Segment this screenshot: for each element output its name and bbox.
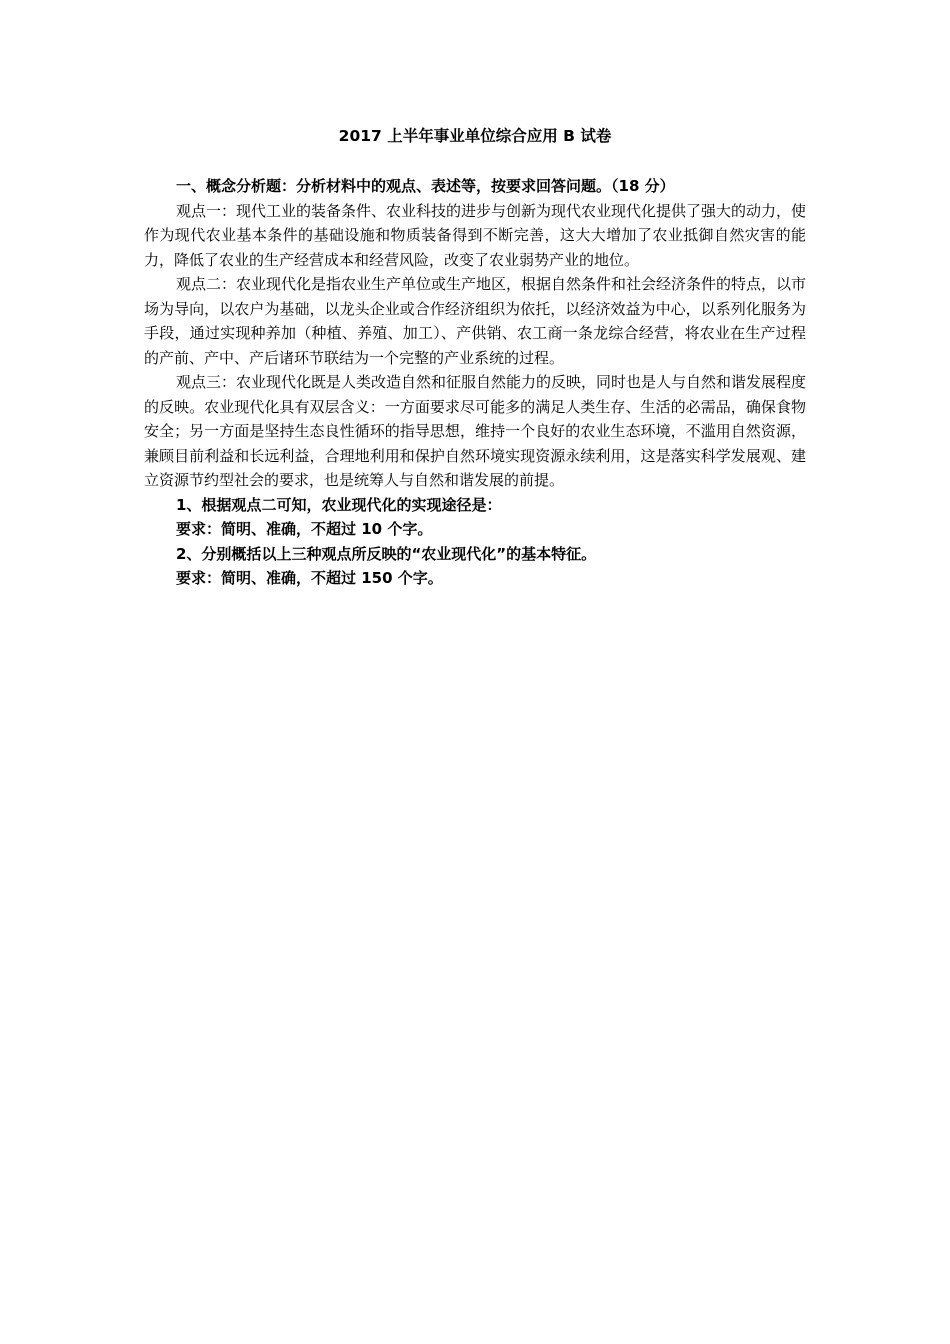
- question-1-requirement: 要求：简明、准确，不超过 10 个字。: [176, 520, 433, 538]
- viewpoint-2: 观点二：农业现代化是指农业生产单位或生产地区，根据自然条件和社会经济条件的特点，以市场为导向，以农户为基础，以龙头企业或合作经济组织为依托，以经济效益为中心，以系列化服务为手段，通过实现种养加（种植、养殖、加工）、产供销、农工商一条龙综合经营，将农业在生产过程的产前、产中、产后诸环节联结为一个完整的产业系统的过程。: [144, 275, 807, 367]
- document-title: 2017 上半年事业单位综合应用 B 试卷: [338, 127, 612, 145]
- document-body: [144, 124, 806, 591]
- viewpoint-1: 观点一：现代工业的装备条件、农业科技的进步与创新为现代农业现代化提供了强大的动力，使作为现代农业基本条件的基础设施和物质装备得到不断完善，这大大增加了农业抵御自然灾害的能力，降低了农业的生产经营成本和经营风险，改变了农业弱势产业的地位。: [144, 201, 807, 269]
- viewpoint-3: 观点三：农业现代化既是人类改造自然和征服自然能力的反映，同时也是人与自然和谐发展程度的反映。农业现代化具有双层含义：一方面要求尽可能多的满足人类生存、生活的必需品，确保食物安全；另一方面是坚持生态良性循环的指导思想，维持一个良好的农业生态环境，不滥用自然资源，兼顾目前利益和长远利益，合理地利用和保护自然环境实现资源永续利用，这是落实科学发展观、建立资源节约型社会的要求，也是统筹人与自然和谐发展的前提。: [144, 373, 807, 489]
- question-1-prompt: 1、根据观点二可知，农业现代化的实现途径是：: [176, 495, 502, 514]
- question-2-requirement: 要求：简明、准确，不超过 150 个字。: [176, 569, 443, 587]
- question-2-prompt: 2、分别概括以上三种观点所反映的“农业现代化”的基本特征。: [176, 544, 597, 563]
- section-heading: 一、概念分析题：分析材料中的观点、表述等，按要求回答问题。（18 分）: [176, 177, 675, 195]
